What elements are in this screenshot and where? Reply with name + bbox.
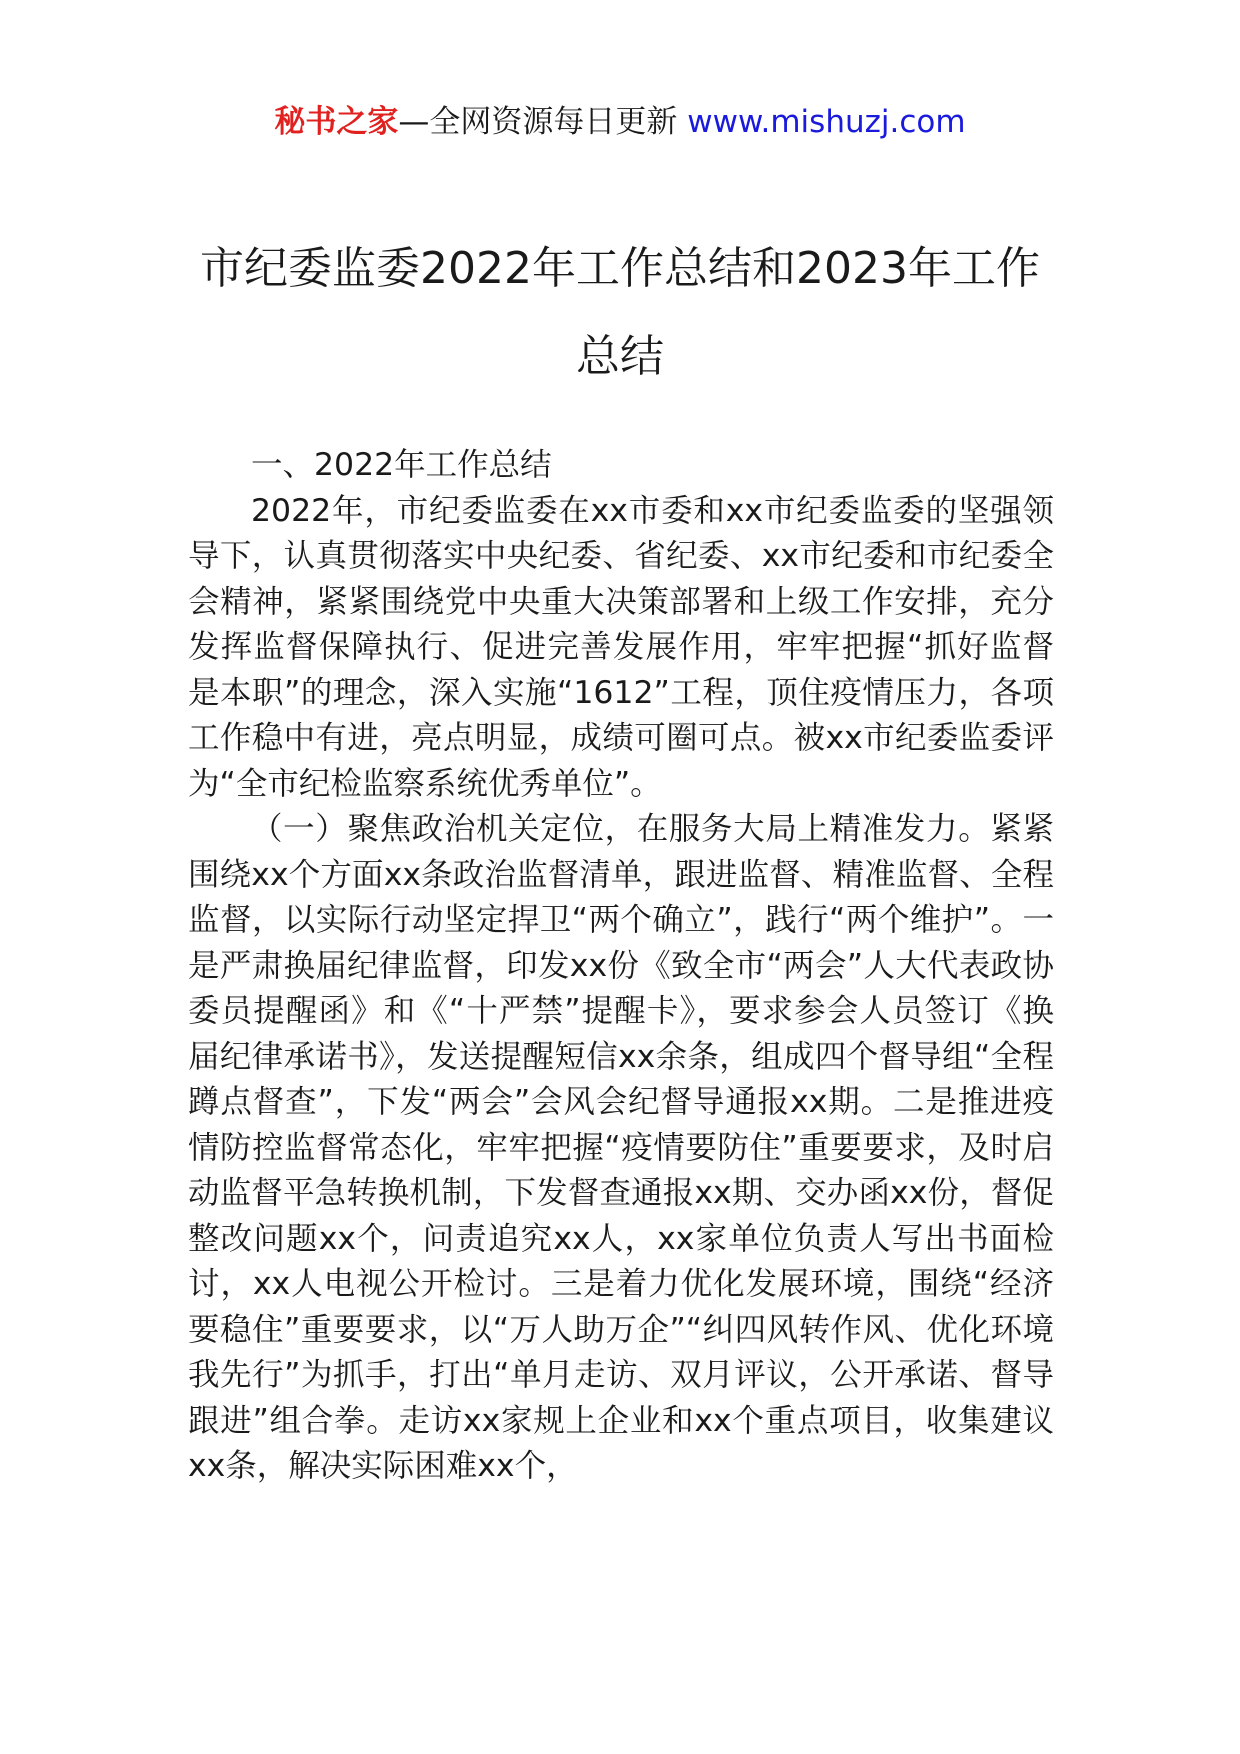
document-body [188, 443, 1054, 1490]
header-slogan: —全网资源每日更新 [398, 104, 688, 140]
paragraph-summary: 2022年，市纪委监委在xx市委和xx市纪委监委的坚强领导下，认真贯彻落实中央纪委、省纪委、xx市纪委和市纪委全会精神，紧紧围绕党中央重大决策部署和上级工作安排，充分发挥监督保障执行、促进完善发展作用，牢牢把握“抓好监督是本职”的理念，深入实施“1612”工程，顶住疫情压力，各项工作稳中有进，亮点明显，成绩可圈可点。被xx市纪委监委评为“全市纪检监察系统优秀单位”。 [188, 492, 1054, 802]
site-header [0, 100, 1240, 144]
site-url-link[interactable]: www.mishuzj.com [687, 104, 966, 140]
section-heading: 一、2022年工作总结 [251, 447, 552, 483]
document-title: 市纪委监委2022年工作总结和2023年工作总结 [200, 243, 1040, 382]
paragraph-political-positioning: （一）聚焦政治机关定位，在服务大局上精准发力。紧紧围绕xx个方面xx条政治监督清单，跟进监督、精准监督、全程监督，以实际行动坚定捍卫“两个确立”，践行“两个维护”。一是严肃换届纪律监督，印发xx份《致全市“两会”人大代表政协委员提醒函》和《“十严禁”提醒卡》，要求参会人员签订《换届纪律承诺书》，发送提醒短信xx余条，组成四个督导组“全程蹲点督查”，下发“两会”会风会纪督导通报xx期。二是推进疫情防控监督常态化，牢牢把握“疫情要防住”重要要求，及时启动监督平急转换机制，下发督查通报xx期、交办函xx份，督促整改问题xx个，问责追究xx人，xx家单位负责人写出书面检讨，xx人电视公开检讨。三是着力优化发展环境，围绕“经济要稳住”重要要求，以“万人助万企”“纠四风转作风、优化环境我先行”为抓手，打出“单月走访、双月评议，公开承诺、督导跟进”组合拳。走访xx家规上企业和xx个重点项目，收集建议xx条，解决实际困难xx个， [188, 811, 1054, 1484]
brand-name: 秘书之家 [274, 104, 399, 140]
